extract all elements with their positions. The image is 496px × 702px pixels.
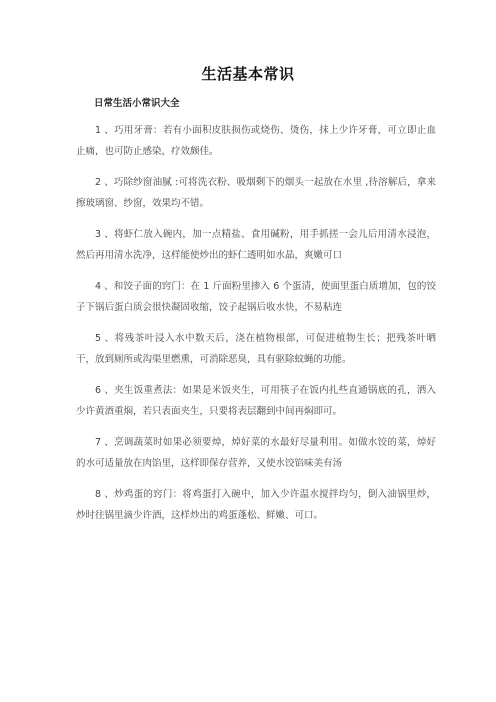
paragraph-6: 6 、夹生饭重煮法：如果是米饭夹生，可用筷子在饭内扎些直通锅底的孔，洒入少许黄酒重焖，若只表面夹生，只要将表层翻到中间再焖即可。 <box>76 385 436 417</box>
paragraph-8: 8 、炒鸡蛋的窍门：将鸡蛋打入碗中，加入少许温水搅拌均匀，倒入油锅里炒，炒时往锅里滴少许酒，这样炒出的鸡蛋蓬松、鲜嫩、可口。 <box>76 489 436 521</box>
paragraph-2: 2 、巧除纱窗油腻 :可将洗衣粉、吸烟剩下的烟头一起放在水里 ,待溶解后，拿来擦玻璃窗、纱窗，效果均不错。 <box>76 177 436 209</box>
document-subtitle: 日常生活小常识大全 <box>94 98 180 109</box>
document-body <box>76 120 436 536</box>
document-title: 生活基本常识 <box>201 65 295 83</box>
paragraph-4: 4 、和饺子面的窍门：在 1 斤面粉里掺入 6 个蛋清，使面里蛋白质增加，包的饺子下锅后蛋白质会很快凝固收缩，饺子起锅后收水快，不易粘连 <box>76 281 436 313</box>
paragraph-7: 7 、烹调蔬菜时如果必须要焯，焯好菜的水最好尽量利用。如做水饺的菜，焯好的水可适量放在肉馅里，这样即保存营养，又使水饺馅味美有汤 <box>76 437 436 469</box>
paragraph-5: 5 、将残茶叶浸入水中数天后，浇在植物根部，可促进植物生长；把残茶叶晒干，放到厕所或沟渠里燃熏，可消除恶臭，具有驱除蚊蝇的功能。 <box>76 333 436 365</box>
paragraph-3: 3 、将虾仁放入碗内，加一点精盐、食用碱粉，用手抓搓一会儿后用清水浸泡，然后再用清水洗净，这样能使炒出的虾仁透明如水晶，爽嫩可口 <box>76 229 436 261</box>
paragraph-1: 1 、巧用牙膏：若有小面积皮肤损伤或烧伤、烫伤，抹上少许牙膏，可立即止血止痛，也可防止感染，疗效颇佳。 <box>76 125 436 157</box>
